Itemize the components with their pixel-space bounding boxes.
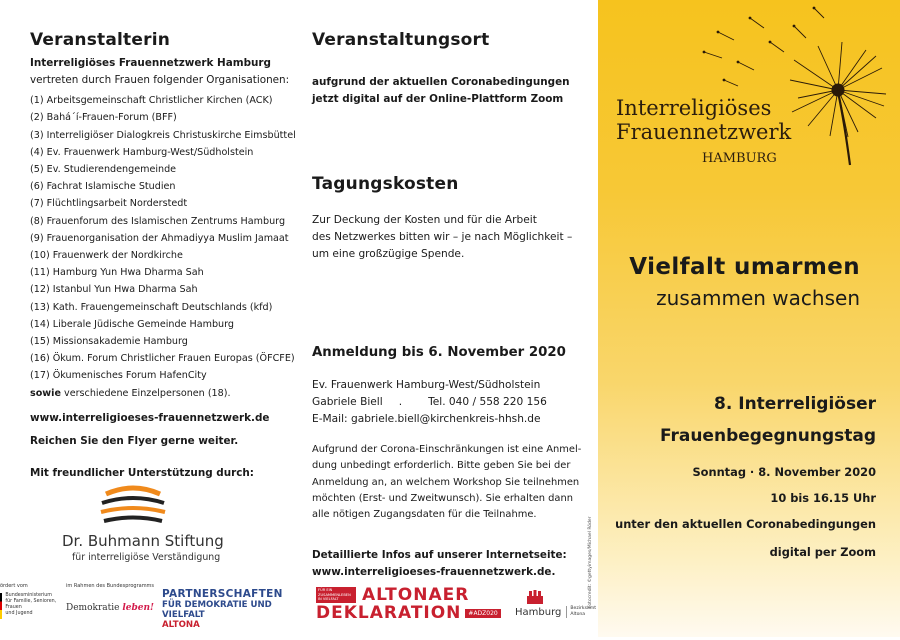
organization-item: (17) Ökumenisches Forum HafenCity (30, 370, 207, 382)
organization-item: (2) Bahá´í-Frauen-Forum (BFF) (30, 112, 177, 124)
event-time: 10 bis 16.15 Uhr (770, 491, 876, 505)
organization-item: (12) Istanbul Yun Hwa Dharma Sah (30, 284, 198, 296)
registration-heading: Anmeldung bis 6. November 2020 (312, 345, 566, 360)
registration-text-line: Anmeldung an, an welchem Workshop Sie teilnehmen (312, 476, 580, 488)
organization-list (30, 92, 300, 384)
contact-org: Ev. Frauenwerk Hamburg-West/Südholstein (312, 379, 541, 391)
event-condition-line1: unter den aktuellen Coronabedingungen (615, 517, 876, 531)
registration-text-line: dung unbedingt erforderlich. Bitte geben Sie bei der (312, 460, 571, 472)
logo-city: HAMBURG (702, 151, 777, 166)
cost-heading: Tagungskosten (312, 174, 459, 194)
support-heading: Mit freundlicher Unterstützung durch: (30, 467, 254, 479)
registration-text-line: Aufgrund der Corona-Einschränkungen ist eine Anmel- (312, 444, 582, 455)
organization-item: (6) Fachrat Islamische Studien (30, 181, 176, 193)
organizer-name: Interreligiöses Frauennetzwerk Hamburg (30, 57, 271, 69)
cover-panel (598, 0, 900, 637)
organizer-website-link[interactable]: www.interreligioeses-frauennetzwerk.de (30, 411, 270, 424)
organization-item: (1) Arbeitsgemeinschaft Christlicher Kirchen (ACK) (30, 95, 273, 107)
individuals-line: sowie verschiedene Einzelpersonen (18). (30, 387, 231, 399)
info-text: Detaillierte Infos auf unserer Internetseite: www.interreligioeses-frauennetzwerk.de. (312, 547, 567, 581)
contact-email[interactable]: E-Mail: gabriele.biell@kirchenkreis-hhsh.de (312, 412, 541, 425)
event-date: Sonntag · 8. November 2020 (692, 465, 876, 479)
buhmann-logo-icon (98, 484, 168, 530)
venue-text: aufgrund der aktuellen Coronabedingungen jetzt digital auf der Online-Plattform Zoom (312, 76, 570, 106)
details-column (300, 0, 598, 637)
photo-credit: Fotocredit: ©gettyimages/Michael Röder (588, 516, 593, 608)
event-title-line2: Frauenbegegnungstag (659, 426, 876, 446)
hamburg-castle-icon (525, 590, 545, 604)
organization-item: (7) Flüchtlingsarbeit Norderstedt (30, 198, 188, 210)
partnerschaften-logo: PARTNERSCHAFTEN FÜR DEMOKRATIE UND VIELFALT ALTONA (162, 588, 283, 630)
sponsor-name: Dr. Buhmann Stiftung (62, 532, 224, 550)
organization-item: (16) Ökum. Forum Christlicher Frauen Europas (ÖFCFE) (30, 353, 295, 365)
organization-item: (13) Kath. Frauengemeinschaft Deutschlands (kfd) (30, 301, 273, 313)
contact-block (312, 377, 547, 427)
organization-item: (9) Frauenorganisation der Ahmadiyya Muslim Jamaat (30, 232, 289, 244)
info-website-link[interactable]: www.interreligioeses-frauennetzwerk.de. (312, 566, 556, 579)
organizer-column (0, 0, 300, 637)
altonaer-deklaration-logo: FÜR EIN ZUSAMMENLEBEN IN VIELFALT ALTONAER DEKLARATION #ADZ020 (316, 587, 501, 637)
organization-item: (8) Frauenforum des Islamischen Zentrums Hamburg (30, 215, 286, 227)
hamburg-logo: Hamburg Bezirksamt Altona (515, 590, 600, 640)
event-title-line1: 8. Interreligiöser (714, 394, 876, 414)
organizer-intro: vertreten durch Frauen folgender Organisationen: (30, 74, 290, 87)
organization-item: (10) Frauenwerk der Nordkirche (30, 250, 183, 262)
organization-item: (3) Interreligiöser Dialogkreis Christuskirche Eimsbüttel (30, 129, 296, 141)
event-condition-line2: digital per Zoom (769, 545, 876, 559)
contact-phone-line: Gabriele Biell . Tel. 040 / 558 220 156 (312, 395, 547, 408)
organization-item: (4) Ev. Frauenwerk Hamburg-West/Südholstein (30, 146, 254, 158)
registration-text-line: möchten (Erst- und Zweitwunsch). Sie erhalten dann (312, 492, 574, 504)
organization-item: (15) Missionsakademie Hamburg (30, 336, 188, 348)
organization-item: (5) Ev. Studierendengemeinde (30, 164, 177, 175)
registration-text (312, 442, 581, 523)
tagline-secondary: zusammen wachsen (656, 286, 860, 310)
organization-item: (11) Hamburg Yun Hwa Dharma Sah (30, 267, 204, 279)
tagline-primary: Vielfalt umarmen (629, 254, 860, 280)
logo-title: Interreligiöses Frauennetzwerk (616, 96, 792, 144)
registration-text-line: alle nötigen Zugangsdaten für die Teilnahme. (312, 509, 537, 521)
bmfsfj-logo: ördert vom Bundesministerium für Familie, Senioren, Frauen und Jugend (0, 583, 60, 633)
share-notice: Reichen Sie den Flyer gerne weiter. (30, 435, 239, 447)
organization-item: (14) Liberale Jüdische Gemeinde Hamburg (30, 318, 235, 330)
demokratie-leben-logo: im Rahmen des Bundesprogramms Demokratie leben! (66, 583, 155, 613)
venue-heading: Veranstaltungsort (312, 30, 490, 50)
cost-text: Zur Deckung der Kosten und für die Arbeit des Netzwerkes bitten wir – je nach Möglichkeit – um eine großzügige Spende. (312, 214, 573, 260)
organizer-heading: Veranstalterin (30, 30, 171, 50)
sponsor-subtitle: für interreligiöse Verständigung (72, 552, 221, 563)
